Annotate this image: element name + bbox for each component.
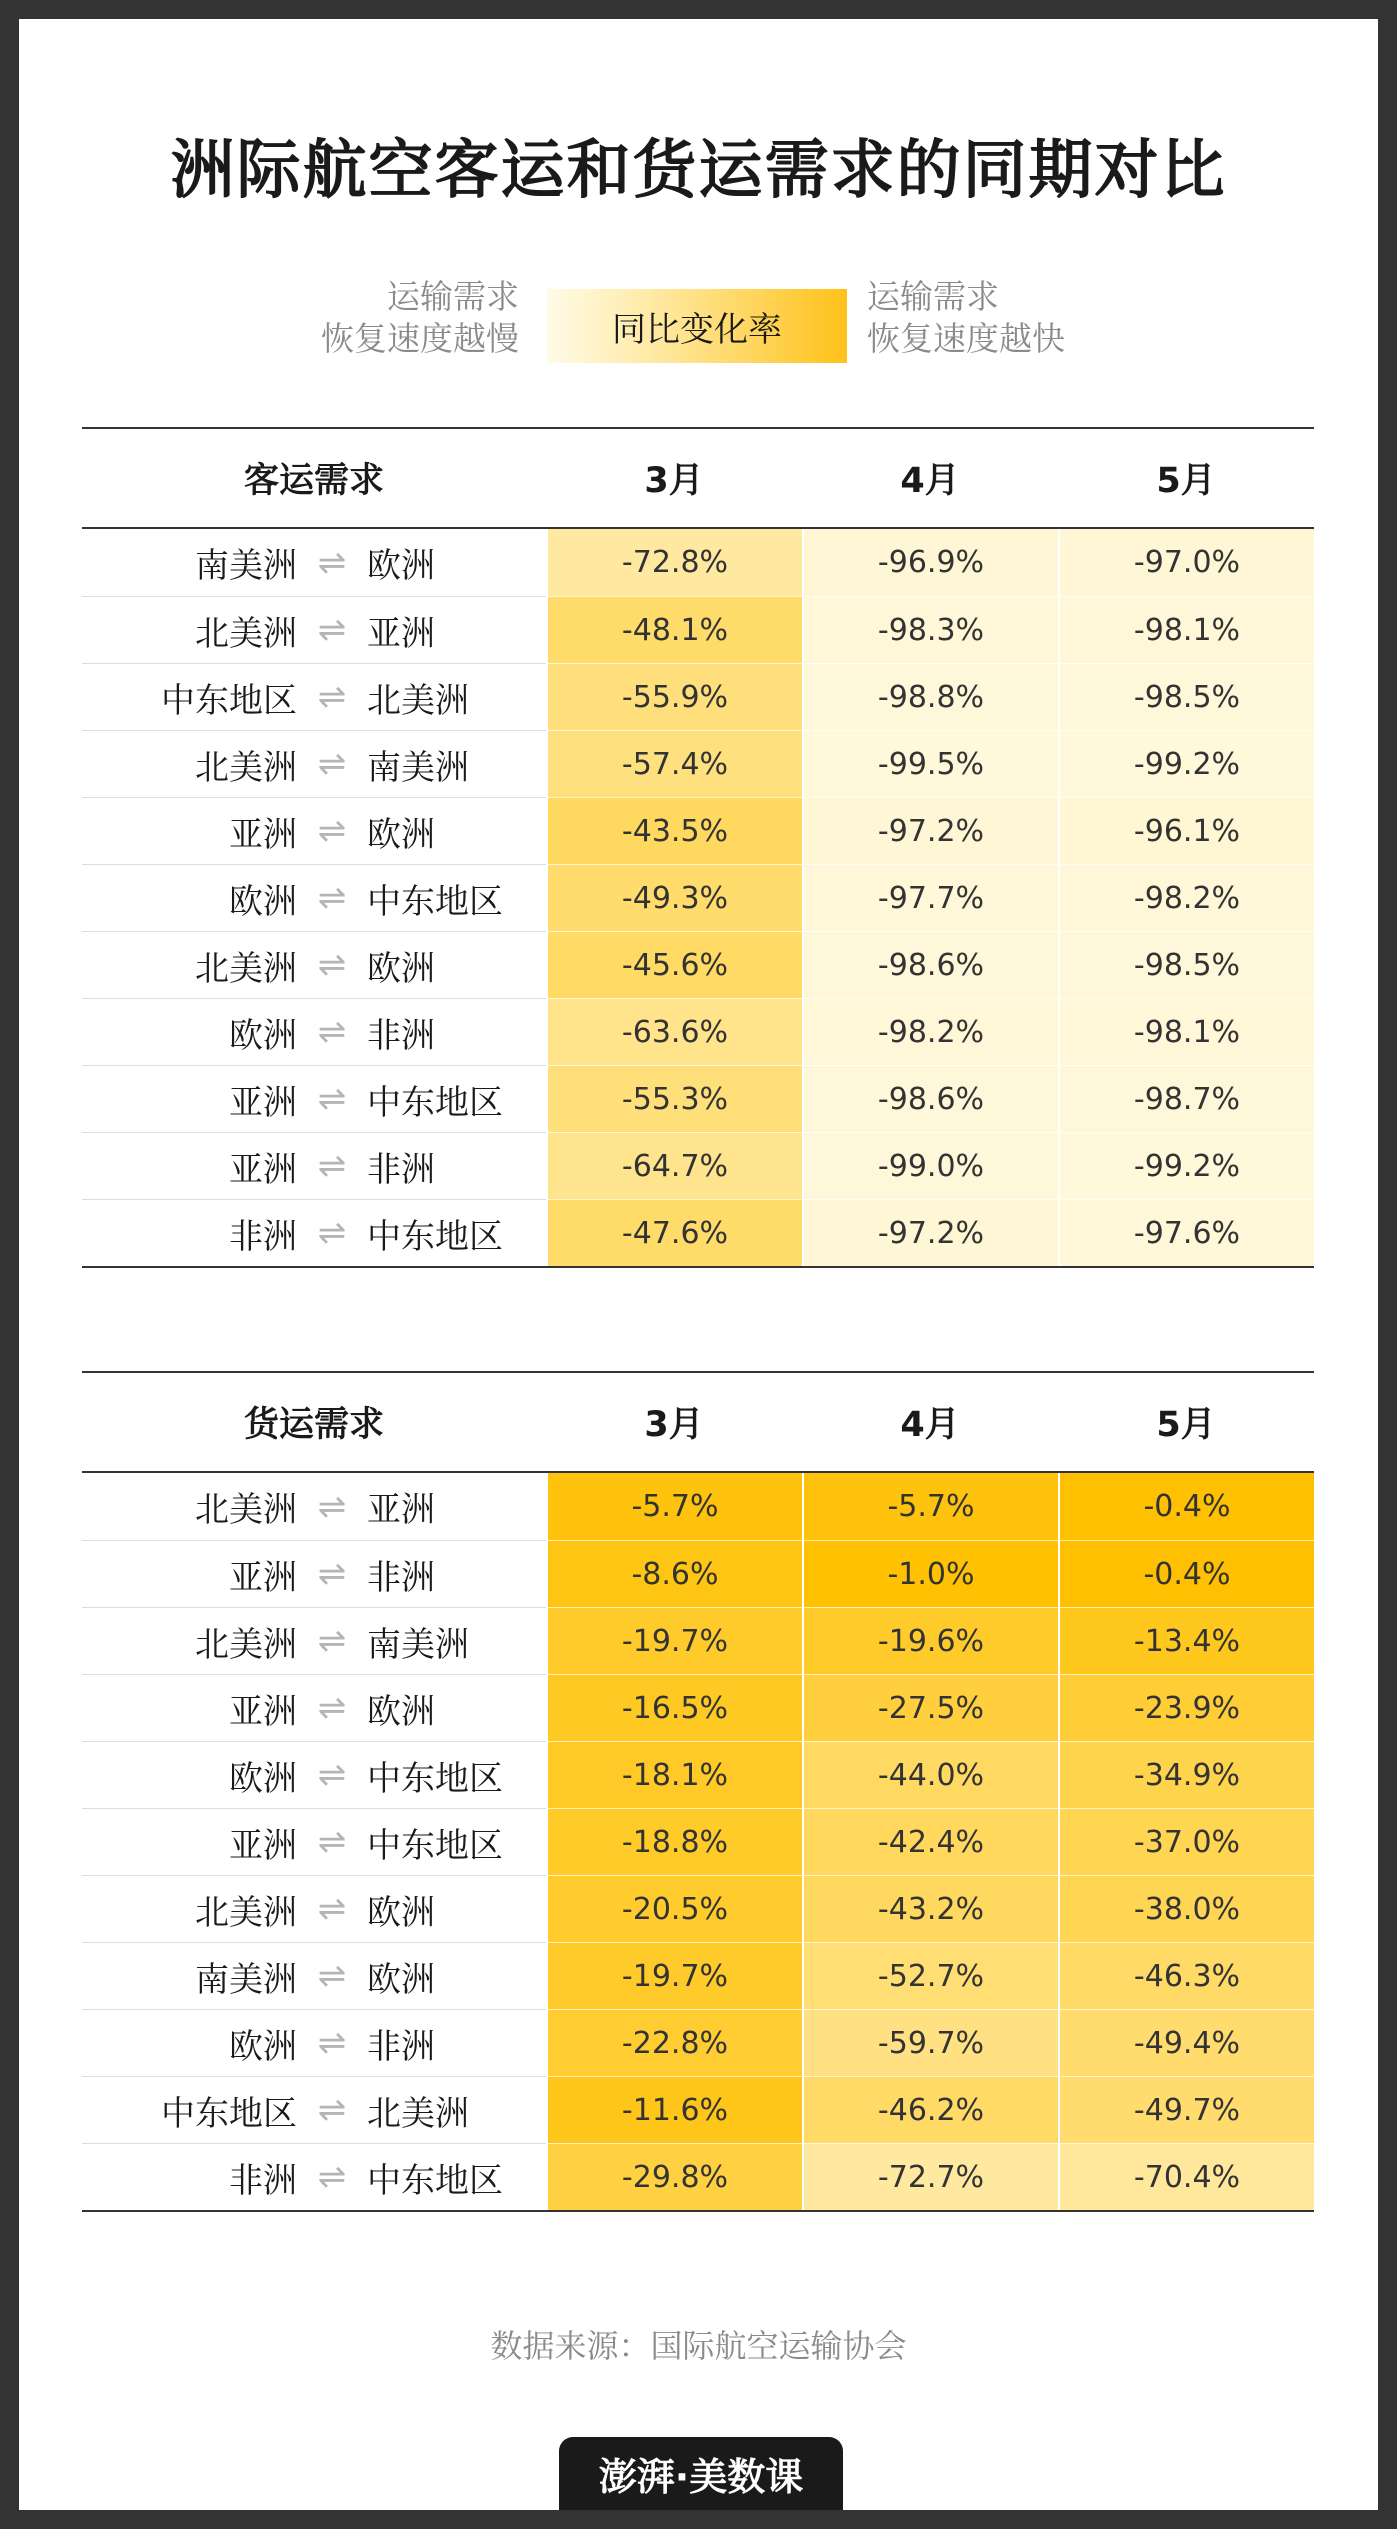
table-row bbox=[82, 1065, 1314, 1132]
legend-slow-line1: 运输需求 bbox=[387, 277, 519, 316]
destination-region: 南美洲 bbox=[367, 747, 469, 788]
bidirectional-arrow-icon: ⇌ bbox=[317, 542, 347, 583]
origin-region: 欧洲 bbox=[229, 1758, 297, 1799]
destination-region: 南美洲 bbox=[367, 1624, 469, 1665]
route-pair bbox=[82, 596, 546, 663]
origin-region: 北美洲 bbox=[195, 747, 297, 788]
change-rate-cell: -98.2% bbox=[804, 998, 1058, 1065]
publisher-logo bbox=[559, 2437, 843, 2510]
table-row bbox=[82, 1942, 1314, 2009]
origin-region: 中东地区 bbox=[161, 680, 297, 721]
change-rate-cell: -59.7% bbox=[804, 2009, 1058, 2076]
origin-region: 亚洲 bbox=[229, 1082, 297, 1123]
change-rate-cell: -70.4% bbox=[1060, 2143, 1314, 2210]
destination-region: 北美洲 bbox=[367, 2093, 469, 2134]
table-row bbox=[82, 1199, 1314, 1266]
change-rate-cell: -45.6% bbox=[548, 931, 802, 998]
change-rate-cell: -18.1% bbox=[548, 1741, 802, 1808]
change-rate-cell: -43.5% bbox=[548, 797, 802, 864]
route-pair bbox=[82, 797, 546, 864]
change-rate-cell: -29.8% bbox=[548, 2143, 802, 2210]
change-rate-cell: -19.7% bbox=[548, 1942, 802, 2009]
origin-region: 欧洲 bbox=[229, 2026, 297, 2067]
bidirectional-arrow-icon: ⇌ bbox=[317, 1688, 347, 1728]
change-rate-cell: -98.5% bbox=[1060, 663, 1314, 730]
origin-region: 中东地区 bbox=[161, 2093, 297, 2134]
route-pair bbox=[82, 529, 546, 596]
table-row bbox=[82, 1607, 1314, 1674]
legend-slow-label bbox=[219, 276, 519, 360]
table-row bbox=[82, 1540, 1314, 1607]
bidirectional-arrow-icon: ⇌ bbox=[317, 1012, 347, 1052]
change-rate-cell: -47.6% bbox=[548, 1199, 802, 1266]
change-rate-cell: -97.2% bbox=[804, 1199, 1058, 1266]
change-rate-cell: -72.8% bbox=[548, 529, 802, 596]
destination-region: 中东地区 bbox=[367, 1825, 503, 1866]
change-rate-cell: -46.2% bbox=[804, 2076, 1058, 2143]
change-rate-cell: -48.1% bbox=[548, 596, 802, 663]
destination-region: 欧洲 bbox=[367, 948, 435, 989]
table-row bbox=[82, 1674, 1314, 1741]
change-rate-cell: -96.1% bbox=[1060, 797, 1314, 864]
table-row bbox=[82, 2009, 1314, 2076]
legend-fast-line2: 恢复速度越快 bbox=[867, 319, 1065, 358]
table-row bbox=[82, 1473, 1314, 1540]
destination-region: 欧洲 bbox=[367, 814, 435, 855]
legend-fast-line1: 运输需求 bbox=[867, 277, 999, 316]
route-pair bbox=[82, 1540, 546, 1607]
table-body bbox=[82, 529, 1314, 1266]
route-pair bbox=[82, 2076, 546, 2143]
bidirectional-arrow-icon: ⇌ bbox=[317, 878, 347, 918]
table-row bbox=[82, 596, 1314, 663]
route-pair bbox=[82, 1808, 546, 1875]
change-rate-cell: -55.9% bbox=[548, 663, 802, 730]
change-rate-cell: -99.0% bbox=[804, 1132, 1058, 1199]
route-pair bbox=[82, 1065, 546, 1132]
route-pair bbox=[82, 1875, 546, 1942]
route-pair bbox=[82, 1473, 546, 1540]
change-rate-cell: -38.0% bbox=[1060, 1875, 1314, 1942]
change-rate-cell: -55.3% bbox=[548, 1065, 802, 1132]
infographic-card bbox=[19, 19, 1378, 2510]
bidirectional-arrow-icon: ⇌ bbox=[317, 2157, 347, 2197]
change-rate-cell: -13.4% bbox=[1060, 1607, 1314, 1674]
origin-region: 南美洲 bbox=[195, 546, 297, 586]
change-rate-cell: -49.3% bbox=[548, 864, 802, 931]
table-row bbox=[82, 1741, 1314, 1808]
bidirectional-arrow-icon: ⇌ bbox=[317, 1755, 347, 1795]
origin-region: 北美洲 bbox=[195, 613, 297, 654]
origin-region: 北美洲 bbox=[195, 1490, 297, 1530]
change-rate-cell: -64.7% bbox=[548, 1132, 802, 1199]
origin-region: 亚洲 bbox=[229, 814, 297, 855]
route-pair bbox=[82, 864, 546, 931]
origin-region: 亚洲 bbox=[229, 1691, 297, 1732]
change-rate-cell: -98.1% bbox=[1060, 596, 1314, 663]
change-rate-cell: -72.7% bbox=[804, 2143, 1058, 2210]
change-rate-cell: -52.7% bbox=[804, 1942, 1058, 2009]
route-pair bbox=[82, 1942, 546, 2009]
month-column-header: 5月 bbox=[1156, 461, 1216, 501]
month-column-header: 5月 bbox=[1156, 1405, 1216, 1445]
destination-region: 非洲 bbox=[367, 1015, 435, 1056]
change-rate-cell: -16.5% bbox=[548, 1674, 802, 1741]
route-pair bbox=[82, 1674, 546, 1741]
table-header bbox=[82, 429, 1314, 529]
destination-region: 亚洲 bbox=[367, 1490, 435, 1530]
change-rate-cell: -98.5% bbox=[1060, 931, 1314, 998]
bidirectional-arrow-icon: ⇌ bbox=[317, 945, 347, 985]
origin-region: 欧洲 bbox=[229, 881, 297, 922]
origin-region: 非洲 bbox=[229, 2160, 297, 2201]
logo-text: 澎湃·美数课 bbox=[598, 2455, 804, 2499]
table-row bbox=[82, 730, 1314, 797]
bidirectional-arrow-icon: ⇌ bbox=[317, 1079, 347, 1119]
change-rate-cell: -98.1% bbox=[1060, 998, 1314, 1065]
route-pair bbox=[82, 1199, 546, 1266]
origin-region: 非洲 bbox=[229, 1216, 297, 1257]
change-rate-cell: -1.0% bbox=[804, 1540, 1058, 1607]
change-rate-cell: -5.7% bbox=[548, 1473, 802, 1540]
route-pair bbox=[82, 1741, 546, 1808]
bidirectional-arrow-icon: ⇌ bbox=[317, 610, 347, 650]
passenger-demand-table bbox=[82, 427, 1314, 1268]
bidirectional-arrow-icon: ⇌ bbox=[317, 1889, 347, 1929]
change-rate-cell: -98.3% bbox=[804, 596, 1058, 663]
bidirectional-arrow-icon: ⇌ bbox=[317, 1213, 347, 1253]
destination-region: 中东地区 bbox=[367, 2160, 503, 2201]
origin-region: 亚洲 bbox=[229, 1149, 297, 1190]
change-rate-cell: -99.2% bbox=[1060, 1132, 1314, 1199]
table-row bbox=[82, 1875, 1314, 1942]
route-pair bbox=[82, 2009, 546, 2076]
bidirectional-arrow-icon: ⇌ bbox=[317, 744, 347, 784]
month-column-header: 3月 bbox=[644, 461, 704, 501]
change-rate-cell: -19.6% bbox=[804, 1607, 1058, 1674]
table-row bbox=[82, 998, 1314, 1065]
change-rate-cell: -49.4% bbox=[1060, 2009, 1314, 2076]
bidirectional-arrow-icon: ⇌ bbox=[317, 1822, 347, 1862]
change-rate-cell: -0.4% bbox=[1060, 1540, 1314, 1607]
legend-gradient-bar bbox=[547, 289, 847, 363]
bidirectional-arrow-icon: ⇌ bbox=[317, 1146, 347, 1186]
destination-region: 非洲 bbox=[367, 2026, 435, 2067]
change-rate-cell: -46.3% bbox=[1060, 1942, 1314, 2009]
destination-region: 中东地区 bbox=[367, 881, 503, 922]
change-rate-cell: -98.6% bbox=[804, 931, 1058, 998]
origin-region: 亚洲 bbox=[229, 1557, 297, 1598]
table-row bbox=[82, 1132, 1314, 1199]
bidirectional-arrow-icon: ⇌ bbox=[317, 2090, 347, 2130]
table-body bbox=[82, 1473, 1314, 2210]
destination-region: 欧洲 bbox=[367, 1959, 435, 2000]
bidirectional-arrow-icon: ⇌ bbox=[317, 2023, 347, 2063]
table-row bbox=[82, 2076, 1314, 2143]
change-rate-cell: -20.5% bbox=[548, 1875, 802, 1942]
route-pair bbox=[82, 998, 546, 1065]
origin-region: 亚洲 bbox=[229, 1825, 297, 1866]
change-rate-cell: -43.2% bbox=[804, 1875, 1058, 1942]
cargo-demand-table bbox=[82, 1371, 1314, 2212]
change-rate-cell: -97.6% bbox=[1060, 1199, 1314, 1266]
legend-slow-line2: 恢复速度越慢 bbox=[321, 319, 519, 358]
change-rate-cell: -97.0% bbox=[1060, 529, 1314, 596]
change-rate-cell: -11.6% bbox=[548, 2076, 802, 2143]
origin-region: 北美洲 bbox=[195, 1892, 297, 1933]
route-pair bbox=[82, 730, 546, 797]
change-rate-cell: -8.6% bbox=[548, 1540, 802, 1607]
change-rate-cell: -22.8% bbox=[548, 2009, 802, 2076]
route-pair bbox=[82, 2143, 546, 2210]
destination-region: 北美洲 bbox=[367, 680, 469, 721]
bidirectional-arrow-icon: ⇌ bbox=[317, 1956, 347, 1996]
change-rate-cell: -63.6% bbox=[548, 998, 802, 1065]
bidirectional-arrow-icon: ⇌ bbox=[317, 677, 347, 717]
change-rate-cell: -98.2% bbox=[1060, 864, 1314, 931]
table-row bbox=[82, 529, 1314, 596]
table-header bbox=[82, 1373, 1314, 1473]
month-column-header: 4月 bbox=[900, 1405, 960, 1445]
change-rate-cell: -42.4% bbox=[804, 1808, 1058, 1875]
table-row bbox=[82, 1808, 1314, 1875]
route-pair bbox=[82, 931, 546, 998]
change-rate-cell: -23.9% bbox=[1060, 1674, 1314, 1741]
legend-bar-label: 同比变化率 bbox=[612, 309, 782, 350]
table-row bbox=[82, 864, 1314, 931]
change-rate-cell: -98.8% bbox=[804, 663, 1058, 730]
change-rate-cell: -44.0% bbox=[804, 1741, 1058, 1808]
change-rate-cell: -19.7% bbox=[548, 1607, 802, 1674]
destination-region: 亚洲 bbox=[367, 613, 435, 654]
destination-region: 中东地区 bbox=[367, 1216, 503, 1257]
bidirectional-arrow-icon: ⇌ bbox=[317, 1621, 347, 1661]
change-rate-cell: -97.7% bbox=[804, 864, 1058, 931]
route-column-header: 货运需求 bbox=[243, 1405, 384, 1445]
bidirectional-arrow-icon: ⇌ bbox=[317, 1554, 347, 1594]
change-rate-cell: -37.0% bbox=[1060, 1808, 1314, 1875]
table-row bbox=[82, 797, 1314, 864]
destination-region: 欧洲 bbox=[367, 1892, 435, 1933]
change-rate-cell: -98.6% bbox=[804, 1065, 1058, 1132]
page-title: 洲际航空客运和货运需求的同期对比 bbox=[170, 134, 1227, 208]
table-row bbox=[82, 931, 1314, 998]
change-rate-cell: -99.5% bbox=[804, 730, 1058, 797]
bidirectional-arrow-icon: ⇌ bbox=[317, 811, 347, 851]
month-column-header: 3月 bbox=[644, 1405, 704, 1445]
change-rate-cell: -99.2% bbox=[1060, 730, 1314, 797]
change-rate-cell: -18.8% bbox=[548, 1808, 802, 1875]
origin-region: 北美洲 bbox=[195, 1624, 297, 1665]
origin-region: 欧洲 bbox=[229, 1015, 297, 1056]
change-rate-cell: -57.4% bbox=[548, 730, 802, 797]
route-column-header: 客运需求 bbox=[243, 461, 384, 501]
change-rate-cell: -49.7% bbox=[1060, 2076, 1314, 2143]
destination-region: 非洲 bbox=[367, 1557, 435, 1598]
change-rate-cell: -98.7% bbox=[1060, 1065, 1314, 1132]
data-source: 数据来源：国际航空运输协会 bbox=[490, 2327, 907, 2365]
table-row bbox=[82, 2143, 1314, 2210]
destination-region: 中东地区 bbox=[367, 1082, 503, 1123]
change-rate-cell: -97.2% bbox=[804, 797, 1058, 864]
route-pair bbox=[82, 1132, 546, 1199]
origin-region: 北美洲 bbox=[195, 948, 297, 989]
destination-region: 欧洲 bbox=[367, 1691, 435, 1732]
table-row bbox=[82, 663, 1314, 730]
route-pair bbox=[82, 663, 546, 730]
destination-region: 欧洲 bbox=[367, 546, 435, 586]
legend-fast-label bbox=[867, 276, 1167, 360]
change-rate-cell: -34.9% bbox=[1060, 1741, 1314, 1808]
change-rate-cell: -96.9% bbox=[804, 529, 1058, 596]
change-rate-cell: -27.5% bbox=[804, 1674, 1058, 1741]
change-rate-cell: -5.7% bbox=[804, 1473, 1058, 1540]
bidirectional-arrow-icon: ⇌ bbox=[317, 1486, 347, 1527]
month-column-header: 4月 bbox=[900, 461, 960, 501]
origin-region: 南美洲 bbox=[195, 1959, 297, 2000]
route-pair bbox=[82, 1607, 546, 1674]
change-rate-cell: -0.4% bbox=[1060, 1473, 1314, 1540]
destination-region: 中东地区 bbox=[367, 1758, 503, 1799]
destination-region: 非洲 bbox=[367, 1149, 435, 1190]
